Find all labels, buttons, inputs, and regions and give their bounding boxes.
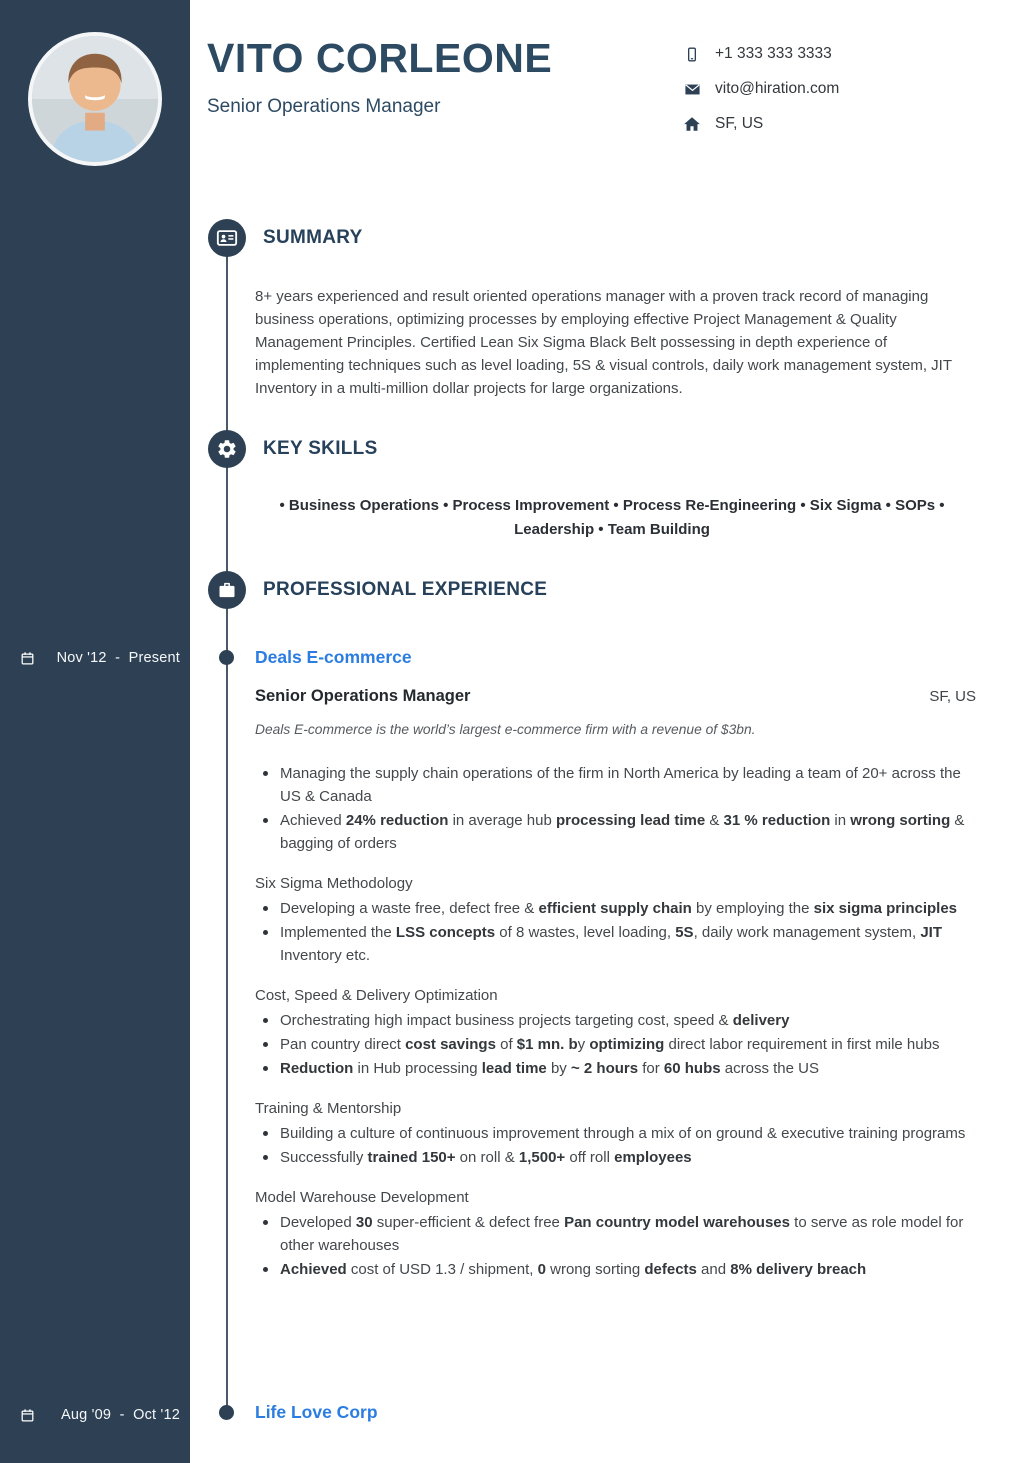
- job-groups: [255, 762, 976, 1281]
- bullet-item: Achieved cost of USD 1.3 / shipment, 0 wrong sorting defects and 8% delivery breach: [263, 1258, 976, 1281]
- date-range-label: Aug '09 - Oct '12: [61, 1407, 180, 1423]
- home-icon: [682, 115, 702, 133]
- company-name: Life Love Corp: [255, 1402, 378, 1422]
- briefcase-icon: [208, 571, 246, 609]
- experience-entry-deals: [190, 645, 1034, 1282]
- experience-group: [255, 1097, 976, 1169]
- bullet-item: Achieved 24% reduction in average hub processing lead time & 31 % reduction in wrong sorting & bagging of orders: [263, 809, 976, 855]
- summary-text: 8+ years experienced and result oriented operations manager with a proven track record of managing business operations, optimizing processes by employing effective Project Management & Quality Management Principles. Certified Lean Six Sigma Black Belt possessing in depth experience of implementing techniques such as level loading, 5S & visual controls, daily work management system, JIT Inventory in a multi-million dollar projects for large organizations.: [255, 288, 952, 397]
- key-skills-section-header: [190, 430, 1034, 468]
- email-address: vito@hiration.com: [715, 80, 840, 97]
- experience-entry-lifelove: [190, 1400, 1034, 1424]
- section-summary: [190, 219, 1034, 400]
- bullet-item: Building a culture of continuous improvement through a mix of on ground & executive training programs: [263, 1122, 976, 1145]
- profile-photo: [28, 32, 162, 166]
- date-range-label: Nov '12 - Present: [56, 650, 180, 666]
- experience-group: [255, 984, 976, 1080]
- gear-icon: [208, 430, 246, 468]
- bullet-item: Developing a waste free, defect free & efficient supply chain by employing the six sigma principles: [263, 897, 976, 920]
- experience-group: [255, 1186, 976, 1281]
- experience-date-range: [20, 1405, 180, 1425]
- sidebar: [0, 0, 190, 1463]
- bullet-item: Pan country direct cost savings of $1 mn. by optimizing direct labor requirement in first mile hubs: [263, 1033, 976, 1056]
- contact-row-phone: [682, 45, 974, 63]
- contact-row-location: [682, 115, 974, 133]
- id-card-icon: [208, 219, 246, 257]
- calendar-icon: [20, 1408, 35, 1423]
- contact-info: [682, 45, 974, 133]
- section-key-skills: [190, 430, 1034, 542]
- role-title: Senior Operations Manager: [255, 687, 471, 705]
- experience-date-range: [20, 648, 180, 668]
- location: SF, US: [715, 115, 764, 132]
- phone-icon: [682, 46, 702, 63]
- timeline-dot: [219, 1405, 234, 1420]
- candidate-name: VITO CORLEONE: [207, 35, 553, 81]
- company-description: Deals E-commerce is the world’s largest e-commerce firm with a revenue of $3bn.: [255, 722, 756, 737]
- role-row: [255, 684, 976, 708]
- group-title: Six Sigma Methodology: [255, 875, 413, 892]
- contact-row-email: [682, 80, 974, 98]
- bullet-item: Orchestrating high impact business projects targeting cost, speed & delivery: [263, 1009, 976, 1032]
- summary-section-header: [190, 219, 1034, 257]
- email-icon: [682, 81, 702, 98]
- header: [190, 35, 1034, 133]
- experience-section-header: [190, 571, 1034, 609]
- candidate-title: Senior Operations Manager: [207, 96, 441, 118]
- bullet-item: Managing the supply chain operations of the firm in North America by leading a team of 20+ across the US & Canada: [263, 762, 976, 808]
- experience-group: [255, 872, 976, 967]
- calendar-icon: [20, 651, 35, 666]
- identity-block: [207, 35, 552, 133]
- section-heading-summary: SUMMARY: [263, 227, 363, 248]
- job-location: SF, US: [929, 688, 976, 705]
- phone-number: +1 333 333 3333: [715, 45, 832, 62]
- bullet-item: Reduction in Hub processing lead time by ~ 2 hours for 60 hubs across the US: [263, 1057, 976, 1080]
- group-title: Cost, Speed & Delivery Optimization: [255, 987, 498, 1004]
- section-heading-experience: PROFESSIONAL EXPERIENCE: [263, 579, 548, 600]
- section-experience: [190, 571, 1034, 609]
- skills-list: • Business Operations • Process Improvement • Process Re-Engineering • Six Sigma • SOPs • Leadership • Team Building: [279, 497, 945, 538]
- timeline-dot: [219, 650, 234, 665]
- group-title: Training & Mentorship: [255, 1100, 402, 1117]
- bullet-item: Successfully trained 150+ on roll & 1,500+ off roll employees: [263, 1146, 976, 1169]
- experience-group: [255, 762, 976, 855]
- group-title: Model Warehouse Development: [255, 1189, 469, 1206]
- avatar: [32, 36, 158, 162]
- company-name: Deals E-commerce: [255, 647, 412, 667]
- bullet-item: Developed 30 super-efficient & defect free Pan country model warehouses to serve as role model for other warehouses: [263, 1211, 976, 1257]
- bullet-item: Implemented the LSS concepts of 8 wastes, level loading, 5S, daily work management system, JIT Inventory etc.: [263, 921, 976, 967]
- section-heading-key-skills: KEY SKILLS: [263, 438, 378, 459]
